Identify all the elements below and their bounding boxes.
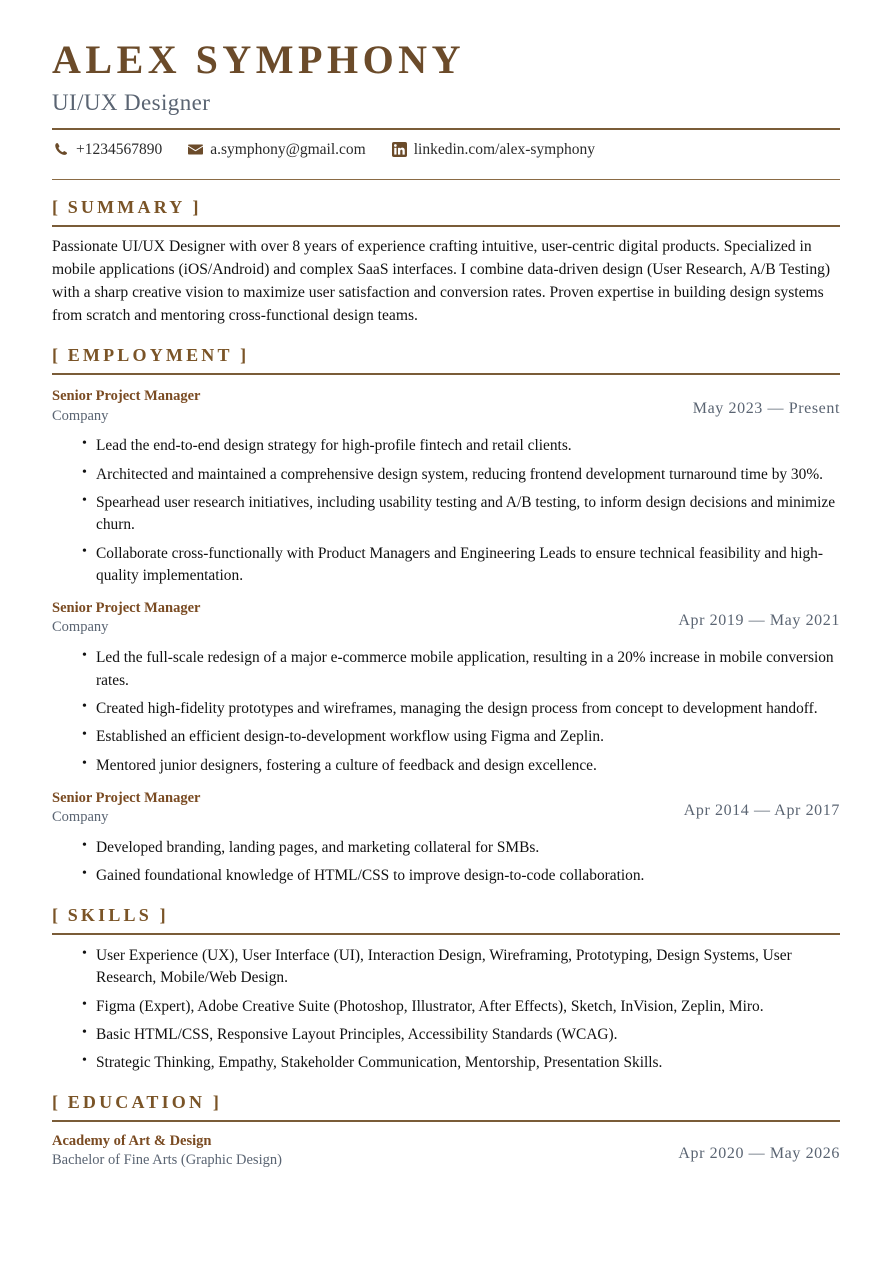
section-employment-divider	[52, 373, 840, 375]
employment-job-title: Senior Project Manager	[52, 789, 201, 806]
contact-linkedin[interactable]	[392, 141, 595, 159]
contact-email-text: a.symphony@gmail.com	[210, 140, 366, 158]
employment-job-title: Senior Project Manager	[52, 600, 201, 617]
section-skills-divider	[52, 933, 840, 935]
section-summary	[52, 196, 840, 328]
employment-bullets	[52, 435, 840, 587]
bracket-close: ]	[240, 344, 249, 365]
section-education	[52, 1091, 840, 1170]
contact-phone-text: +1234567890	[76, 140, 163, 158]
bracket-open: [	[52, 344, 60, 365]
section-skills-label: SKILLS	[67, 904, 152, 925]
education-entry-header	[52, 1132, 840, 1170]
resume-header	[52, 38, 840, 180]
employment-bullets	[52, 647, 840, 777]
phone-icon	[54, 142, 69, 157]
section-employment-title	[52, 344, 840, 367]
section-education-title	[52, 1091, 840, 1114]
bullet-item: • User Experience (UX), User Interface (UI), Interaction Design, Wireframing, Prototyping, Design Systems, User Research, Mobile/Web Design.	[82, 945, 840, 990]
employment-entry	[52, 789, 840, 888]
employment-dates: Apr 2019 — May 2021	[678, 612, 840, 630]
linkedin-icon	[392, 142, 407, 157]
employment-company: Company	[52, 809, 109, 826]
bracket-close: ]	[212, 1091, 221, 1112]
bullet-item: • Created high-fidelity prototypes and wireframes, managing the design process from concept to development handoff.	[82, 698, 840, 720]
employment-entry-header	[52, 387, 840, 425]
bracket-open: [	[52, 1091, 60, 1112]
employment-entry-info	[52, 789, 200, 827]
education-dates: Apr 2020 — May 2026	[678, 1145, 840, 1163]
bullet-item: • Strategic Thinking, Empathy, Stakeholder Communication, Mentorship, Presentation Skills.	[82, 1052, 840, 1074]
contact-email[interactable]	[188, 141, 365, 159]
bracket-close: ]	[159, 904, 168, 925]
education-school: Academy of Art & Design	[52, 1133, 212, 1150]
bullet-item: • Lead the end-to-end design strategy for high-profile fintech and retail clients.	[82, 435, 840, 457]
bullet-item: • Spearhead user research initiatives, including usability testing and A/B testing, to inform design decisions and minimize churn.	[82, 492, 840, 537]
employment-company: Company	[52, 407, 109, 424]
employment-entry-header	[52, 599, 840, 637]
bullet-item: • Established an efficient design-to-development workflow using Figma and Zeplin.	[82, 726, 840, 748]
contact-phone[interactable]	[54, 141, 162, 159]
bracket-open: [	[52, 196, 60, 217]
section-skills-title	[52, 904, 840, 927]
section-summary-title	[52, 196, 840, 219]
bullet-item: • Developed branding, landing pages, and marketing collateral for SMBs.	[82, 837, 840, 859]
contact-linkedin-text: linkedin.com/alex-symphony	[413, 140, 595, 158]
candidate-job-title: UI/UX Designer	[52, 89, 211, 115]
summary-paragraph: Passionate UI/UX Designer with over 8 years of experience crafting intuitive, user-centric digital products. Specialized in mobile applications (iOS/Android) and complex SaaS interfaces. I combine data-driven design (User Research, A/B Testing) with a sharp creative vision to maximize user satisfaction and conversion rates. Proven expertise in building design systems from scratch and mentoring cross-functional design teams.	[52, 238, 831, 324]
employment-entry-info	[52, 387, 200, 425]
bracket-close: ]	[192, 196, 201, 217]
skills-bullets	[52, 945, 840, 1075]
section-education-divider	[52, 1120, 840, 1122]
education-entry-info	[52, 1132, 282, 1170]
education-entry	[52, 1132, 840, 1170]
bullet-item: • Basic HTML/CSS, Responsive Layout Principles, Accessibility Standards (WCAG).	[82, 1024, 840, 1046]
bullet-item: • Architected and maintained a comprehensive design system, reducing frontend development turnaround time by 30%.	[82, 464, 840, 486]
bullet-item: • Figma (Expert), Adobe Creative Suite (Photoshop, Illustrator, After Effects), Sketch, InVision, Zeplin, Miro.	[82, 996, 840, 1018]
section-education-label: EDUCATION	[67, 1091, 206, 1112]
contact-row	[52, 130, 840, 169]
bullet-item: • Collaborate cross-functionally with Product Managers and Engineering Leads to ensure technical feasibility and high-quality implementation.	[82, 543, 840, 588]
bracket-open: [	[52, 904, 60, 925]
bullet-item: • Led the full-scale redesign of a major e-commerce mobile application, resulting in a 20% increase in mobile conversion rates.	[82, 647, 840, 692]
employment-company: Company	[52, 619, 109, 636]
employment-entry	[52, 387, 840, 587]
employment-job-title: Senior Project Manager	[52, 388, 201, 405]
employment-dates: May 2023 — Present	[692, 400, 840, 418]
section-employment	[52, 344, 840, 888]
bullet-item: • Gained foundational knowledge of HTML/CSS to improve design-to-code collaboration.	[82, 865, 840, 887]
section-skills	[52, 904, 840, 1075]
section-summary-label: SUMMARY	[67, 196, 185, 217]
education-degree: Bachelor of Fine Arts (Graphic Design)	[52, 1152, 282, 1169]
section-employment-label: EMPLOYMENT	[67, 344, 233, 365]
candidate-name: ALEX SYMPHONY	[52, 37, 465, 82]
bullet-item: • Mentored junior designers, fostering a culture of feedback and design excellence.	[82, 755, 840, 777]
employment-entry-header	[52, 789, 840, 827]
contact-divider	[52, 179, 840, 180]
employment-bullets	[52, 837, 840, 888]
section-summary-divider	[52, 225, 840, 227]
envelope-icon	[188, 142, 203, 157]
employment-dates: Apr 2014 — Apr 2017	[683, 801, 840, 819]
employment-entry	[52, 599, 840, 777]
employment-entry-info	[52, 599, 200, 637]
